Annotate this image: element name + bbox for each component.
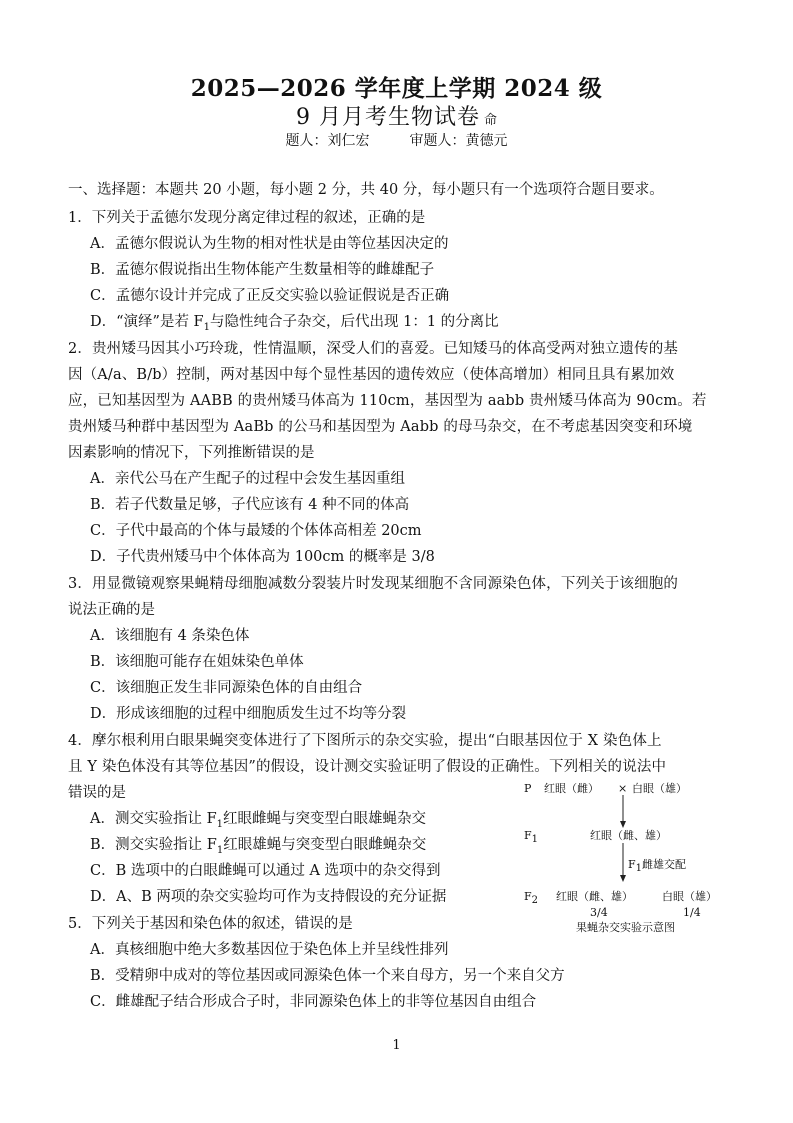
fig-p-label: P bbox=[524, 782, 532, 795]
fig-cross-symbol: × bbox=[618, 782, 628, 795]
q1-option-d: D．“演绎”是若 $F_1$与隐性纯合子杂交，后代出现 1：1 的分离比 bbox=[90, 314, 499, 333]
q5-stem: 5．下列关于基因和染色体的叙述，错误的是 bbox=[68, 916, 353, 932]
q1-option-b: B．孟德尔假说指出生物体能产生数量相等的雌雄配子 bbox=[90, 262, 435, 278]
title-suffix: 命 bbox=[483, 113, 497, 128]
q2-line4: 贵州矮马种群中基因型为 AaBb 的公马和基因型为 Aabb 的母马杂交，在不考虑基因突变和环境 bbox=[68, 419, 693, 435]
section-heading: 一、选择题：本题共 20 小题，每小题 2 分，共 40 分，每小题只有一个选项符合题目要求。 bbox=[68, 182, 664, 198]
fig-p-female: 红眼（雌） bbox=[544, 782, 599, 795]
fig-f2-label: $F_2$ bbox=[524, 890, 539, 907]
q5-option-b: B．受精卵中成对的等位基因或同源染色体一个来自母方，另一个来自父方 bbox=[90, 968, 565, 984]
q2-line3: 应，已知基因型为 AABB 的贵州矮马体高为 110cm，基因型为 aabb 贵州矮马体高为 90cm。若 bbox=[68, 393, 707, 409]
fig-f1-cross-note: $F_1$雌雄交配 bbox=[628, 858, 687, 875]
q2-option-a: A．亲代公马在产生配子的过程中会发生基因重组 bbox=[90, 471, 405, 487]
q5-option-a: A．真核细胞中绝大多数基因位于染色体上并呈线性排列 bbox=[90, 942, 449, 958]
q1-stem: 1．下列关于孟德尔发现分离定律过程的叙述，正确的是 bbox=[68, 210, 426, 226]
fig-f1-label: $F_1$ bbox=[524, 829, 539, 846]
fruit-fly-cross-diagram bbox=[520, 778, 735, 938]
q4-option-a: A．测交实验指让 $F_1$红眼雌蝇与突变型白眼雄蝇杂交 bbox=[90, 811, 427, 830]
q4-line2: 且 Y 染色体没有其等位基因”的假设，设计测交实验证明了假设的正确性。下列相关的说法中 bbox=[68, 759, 667, 775]
q4-line3: 错误的是 bbox=[68, 785, 126, 801]
q2-line2: 因（A/a、B/b）控制，两对基因中每个显性基因的遗传效应（使体高增加）相同且具有累加效 bbox=[68, 367, 675, 383]
q5-option-c: C．雌雄配子结合形成合子时，非同源染色体上的非等位基因自由组合 bbox=[90, 994, 537, 1010]
q3-option-c: C．该细胞正发生非同源染色体的自由组合 bbox=[90, 680, 363, 696]
q4-option-d: D．A、B 两项的杂交实验均可作为支持假设的充分证据 bbox=[90, 889, 447, 905]
q4-option-c: C．B 选项中的白眼雌蝇可以通过 A 选项中的杂交得到 bbox=[90, 863, 441, 879]
author-label: 题人：刘仁宏 bbox=[285, 133, 370, 149]
exam-title-line2 bbox=[0, 100, 793, 131]
q3-option-d: D．形成该细胞的过程中细胞质发生过不均等分裂 bbox=[90, 706, 407, 722]
fig-f2-white: 白眼（雄） bbox=[662, 890, 717, 903]
q4-option-b: B．测交实验指让 $F_1$红眼雄蝇与突变型白眼雌蝇杂交 bbox=[90, 837, 427, 856]
q2-line1: 2．贵州矮马因其小巧玲珑，性情温顺，深受人们的喜爱。已知矮马的体高受两对独立遗传的基 bbox=[68, 341, 679, 357]
fig-f2-white-ratio: 1/4 bbox=[683, 906, 701, 919]
fig-f2-red: 红眼（雌、雄） bbox=[556, 890, 633, 903]
q2-option-d: D．子代贵州矮马中个体体高为 100cm 的概率是 3/8 bbox=[90, 549, 435, 565]
q3-option-a: A．该细胞有 4 条染色体 bbox=[90, 628, 250, 644]
page-number: 1 bbox=[392, 1038, 401, 1053]
fig-caption: 果蝇杂交实验示意图 bbox=[576, 921, 675, 934]
q1-option-a: A．孟德尔假说认为生物的相对性状是由等位基因决定的 bbox=[90, 236, 449, 252]
authors-line bbox=[0, 130, 793, 150]
q4-line1: 4．摩尔根利用白眼果蝇突变体进行了下图所示的杂交实验，提出“白眼基因位于 X 染色体上 bbox=[68, 733, 662, 749]
q1-option-c: C．孟德尔设计并完成了正反交实验以验证假说是否正确 bbox=[90, 288, 450, 304]
exam-title-text: 9 月月考生物试卷 bbox=[295, 105, 480, 130]
q3-option-b: B．该细胞可能存在姐妹染色单体 bbox=[90, 654, 304, 670]
reviewer-label: 审题人：黄德元 bbox=[409, 133, 508, 149]
q3-line2: 说法正确的是 bbox=[68, 602, 155, 618]
fig-p-male: 白眼（雄） bbox=[632, 782, 687, 795]
fig-f2-red-ratio: 3/4 bbox=[590, 906, 608, 919]
exam-title-line1: 2025—2026 学年度上学期 2024 级 bbox=[190, 75, 603, 102]
q2-line5: 因素影响的情况下，下列推断错误的是 bbox=[68, 445, 315, 461]
q2-option-b: B．若子代数量足够，子代应该有 4 种不同的体高 bbox=[90, 497, 410, 513]
q2-option-c: C．子代中最高的个体与最矮的个体体高相差 20cm bbox=[90, 523, 422, 539]
q3-line1: 3．用显微镜观察果蝇精母细胞减数分裂装片时发现某细胞不含同源染色体，下列关于该细胞的 bbox=[68, 576, 679, 592]
fig-f1-result: 红眼（雌、雄） bbox=[590, 829, 667, 842]
